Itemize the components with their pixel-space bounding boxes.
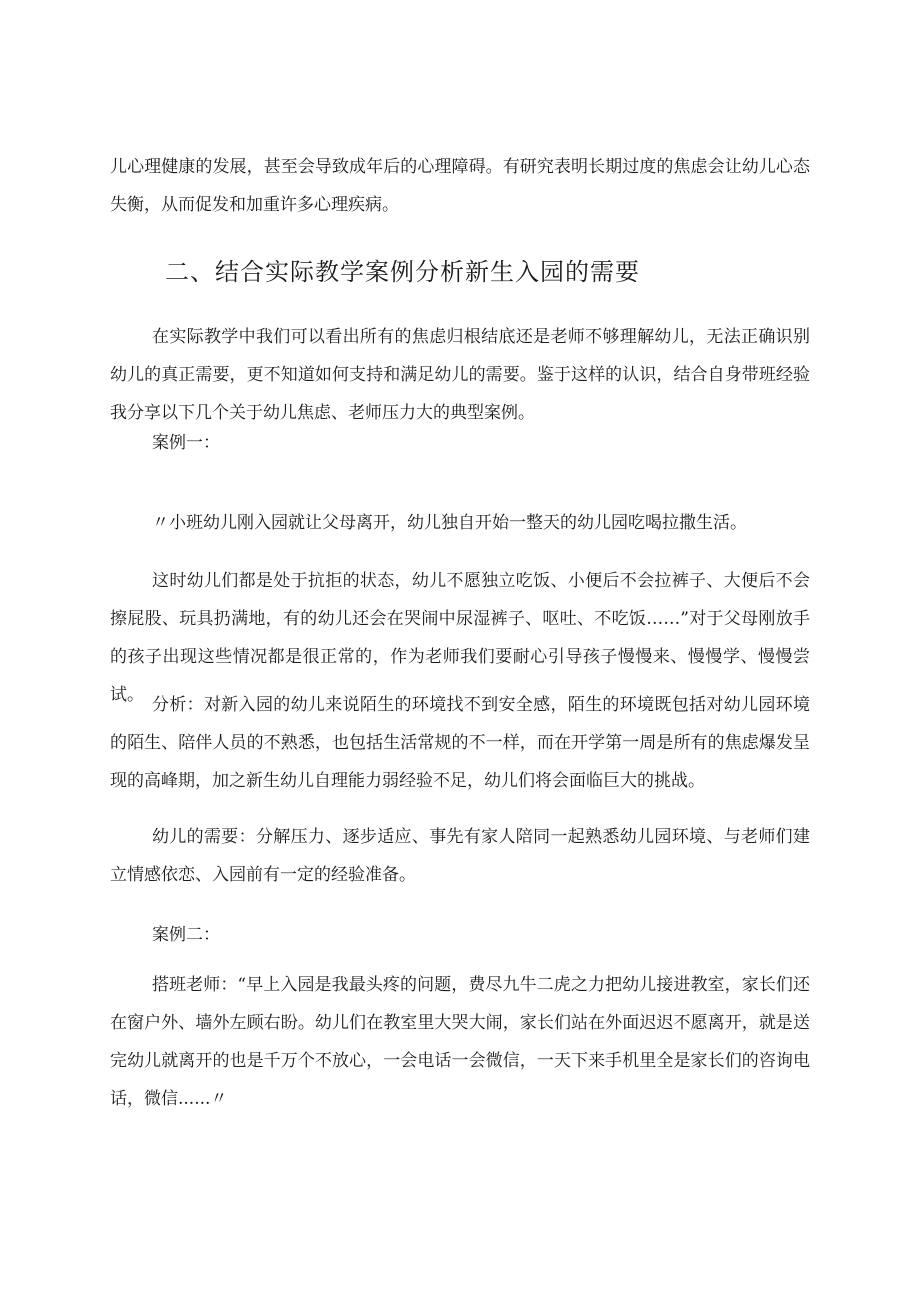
case-one-needs: 幼儿的需要：分解压力、逐步适应、事先有家人陪同一起熟悉幼儿园环境、与老师们建立情感依恋、入园前有一定的经验准备。 (110, 827, 810, 885)
case-one-label: 案例一： (152, 433, 220, 453)
case-one-detail: 这时幼儿们都是处于抗拒的状态，幼儿不愿独立吃饭、小便后不会拉裤子、大便后不会擦屁股、玩具扔满地，有的幼儿还会在哭闹中尿湿裤子、呕吐、不吃饭……”对于父母刚放手的孩子出现这些情况都是很正常的，作为老师我们要耐心引导孩子慢慢来、慢慢学、慢慢尝试。 (110, 571, 810, 705)
section-heading: 二、结合实际教学案例分析新生入园的需要 (165, 258, 640, 286)
case-one-quote: 〃小班幼儿刚入园就让父母离开，幼儿独自开始一整天的幼儿园吃喝拉撒生活。 (152, 513, 747, 533)
paragraph-overview: 在实际教学中我们可以看出所有的焦虑归根结底还是老师不够理解幼儿，无法正确识别幼儿的真正需要，更不知道如何支持和满足幼儿的需要。鉴于这样的认识，结合自身带班经验我分享以下几个关于幼儿焦虑、老师压力大的典型案例。 (110, 327, 810, 423)
paragraph-intro: 儿心理健康的发展，甚至会导致成年后的心理障碍。有研究表明长期过度的焦虑会让幼儿心态失衡，从而促发和加重许多心理疾病。 (110, 157, 810, 215)
case-two-quote: 搭班老师：“早上入园是我最头疼的问题，费尽九牛二虎之力把幼儿接进教室，家长们还在窗户外、墙外左顾右盼。幼儿们在教室里大哭大闹，家长们站在外面迟迟不愿离开，就是送完幼儿就离开的也是千万个不放心，一会电话一会微信，一天下来手机里全是家长们的咨询电话，微信......〃 (110, 975, 810, 1109)
case-one-analysis: 分析：对新入园的幼儿来说陌生的环境找不到安全感，陌生的环境既包括对幼儿园环境的陌生、陪伴人员的不熟悉，也包括生活常规的不一样，而在开学第一周是所有的焦虑爆发呈现的高峰期，加之新生幼儿自理能力弱经验不足，幼儿们将会面临巨大的挑战。 (110, 695, 810, 791)
case-two-label: 案例二： (152, 925, 220, 945)
